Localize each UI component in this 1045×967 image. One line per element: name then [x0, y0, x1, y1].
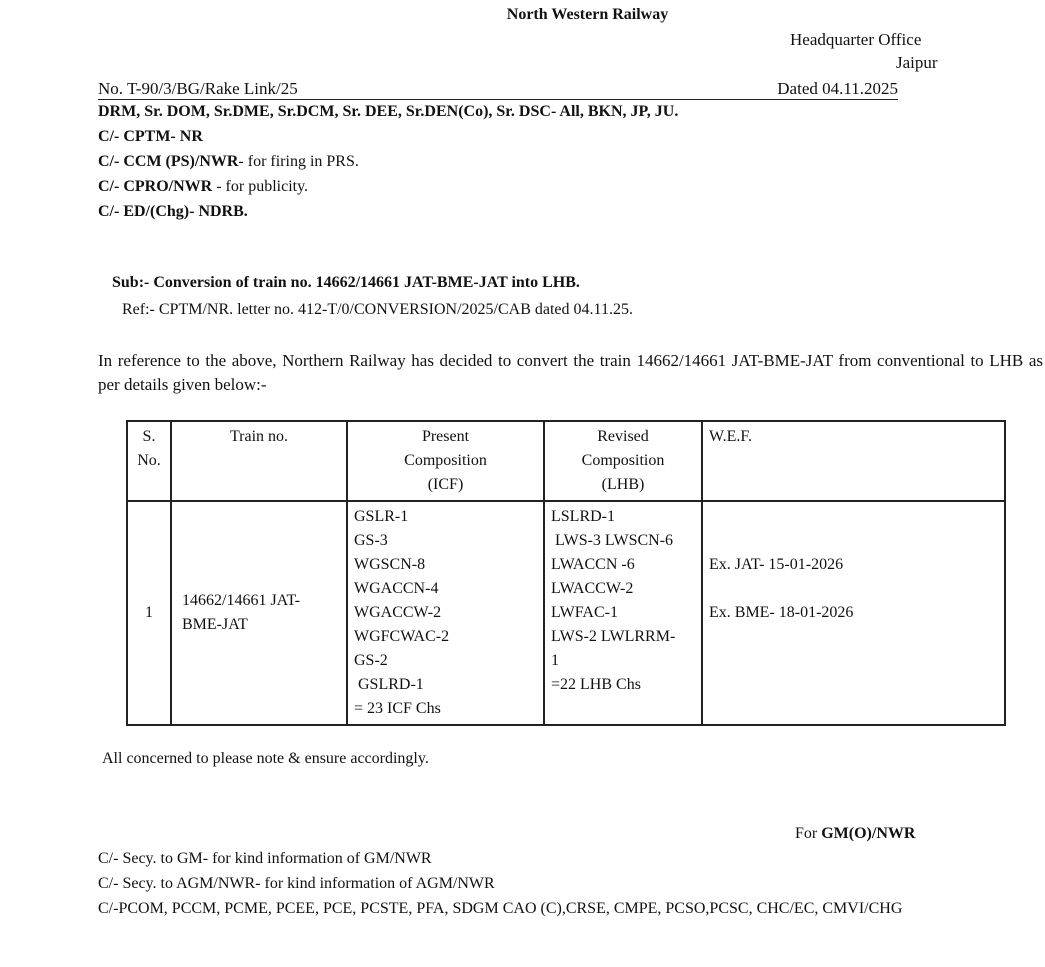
body-paragraph: In reference to the above, Northern Railway has decided to convert the train 14662/14661 JAT-BME-JAT from conventional to LHB as per details given below:-	[98, 351, 1043, 394]
cell-wef: Ex. JAT- 15-01-2026 Ex. BME- 18-01-2026	[702, 501, 1005, 725]
closing-note: All concerned to please note & ensure accordingly.	[102, 750, 429, 767]
letter-number: No. T-90/3/BG/Rake Link/25	[98, 79, 298, 98]
org-title: North Western Railway	[506, 6, 669, 23]
header-sno: S. No.	[127, 421, 171, 501]
copy-line: C/-PCOM, PCCM, PCME, PCEE, PCE, PCSTE, PFA, SDGM CAO (C),CRSE, CMPE, PCSO,PCSC, CHC/EC, CMVI/CHG	[98, 900, 903, 917]
addressee-line: DRM, Sr. DOM, Sr.DME, Sr.DCM, Sr. DEE, Sr.DEN(Co), Sr. DSC- All, BKN, JP, JU.	[98, 103, 679, 120]
cell-present-composition: GSLR-1 GS-3 WGSCN-8 WGACCN-4 WGACCW-2 WGFCWAC-2 GS-2 GSLRD-1 = 23 ICF Chs	[347, 501, 544, 725]
cell-revised-composition: LSLRD-1 LWS-3 LWSCN-6 LWACCN -6 LWACCW-2 LWFAC-1 LWS-2 LWLRRM- 1 =22 LHB Chs	[544, 501, 702, 725]
table-header-row	[127, 421, 1005, 501]
copy-line: C/- Secy. to AGM/NWR- for kind information of AGM/NWR	[98, 875, 495, 892]
header-present-composition: Present Composition (ICF)	[347, 421, 544, 501]
subject-line: Sub:- Conversion of train no. 14662/14661 JAT-BME-JAT into LHB.	[112, 274, 580, 291]
header-revised-composition: Revised Composition (LHB)	[544, 421, 702, 501]
signature-block: For GM(O)/NWR	[795, 825, 916, 842]
cell-sno: 1	[127, 501, 171, 725]
addressee-line: C/- ED/(Chg)- NDRB.	[98, 203, 248, 220]
header-train-no: Train no.	[171, 421, 347, 501]
header-wef: W.E.F.	[702, 421, 1005, 501]
reference-line: Ref:- CPTM/NR. letter no. 412-T/0/CONVERSION/2025/CAB dated 04.11.25.	[122, 301, 633, 318]
letter-date: Dated 04.11.2025	[777, 79, 898, 98]
addressee-line: C/- CPTM- NR	[98, 128, 203, 145]
addressee-line: C/- CCM (PS)/NWR- for firing in PRS.	[98, 153, 359, 170]
office-city: Jaipur	[896, 53, 938, 72]
addressee-line: C/- CPRO/NWR - for publicity.	[98, 178, 309, 195]
cell-train-no: 14662/14661 JAT- BME-JAT	[171, 501, 347, 725]
copy-line: C/- Secy. to GM- for kind information of GM/NWR	[98, 850, 432, 867]
office-name: Headquarter Office	[790, 30, 922, 49]
letter-ref-line	[98, 79, 898, 100]
composition-table	[126, 420, 1006, 726]
table-row	[127, 501, 1005, 725]
